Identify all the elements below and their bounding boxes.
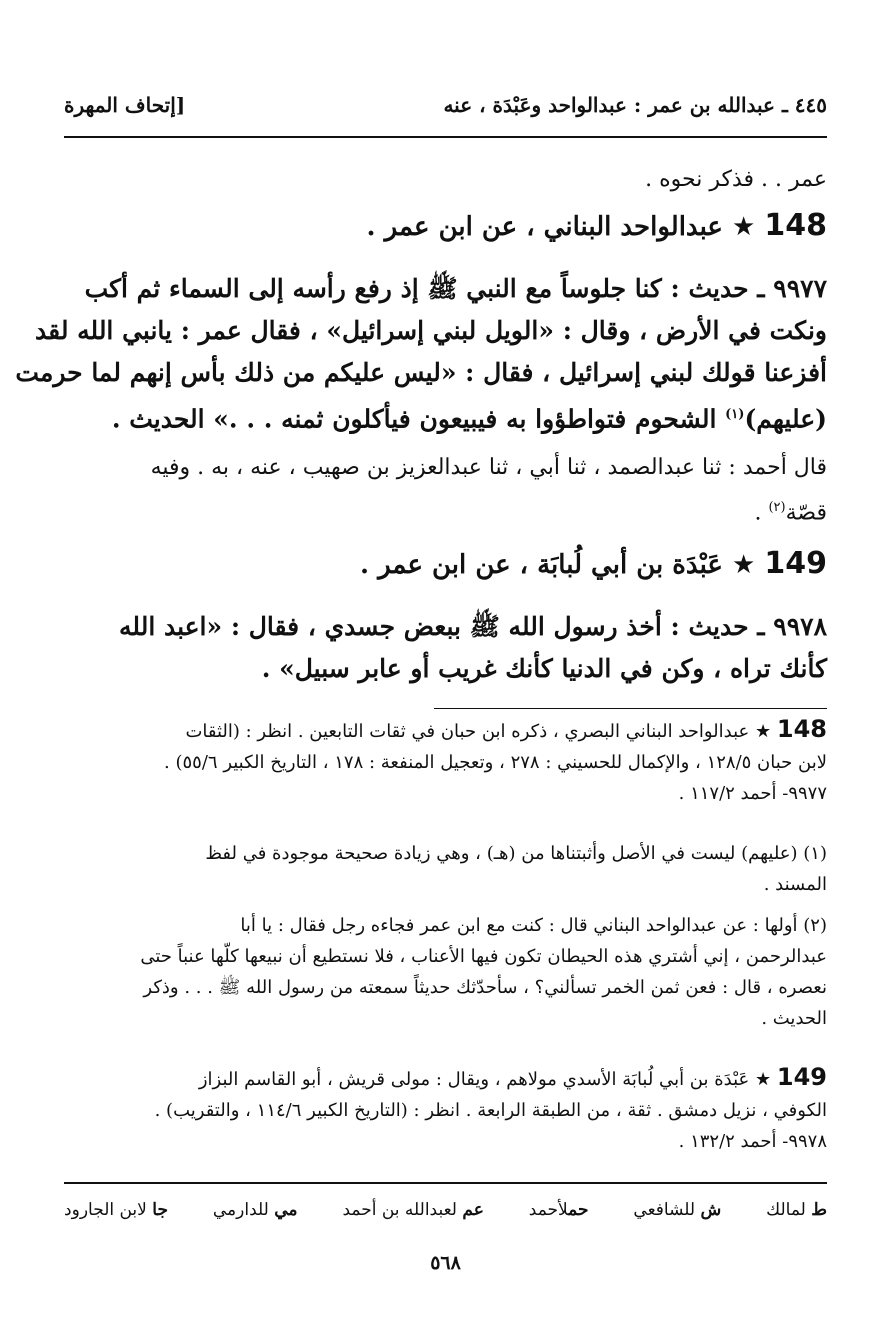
abbreviation-item xyxy=(766,1200,827,1220)
footnote-marker: (١) xyxy=(725,407,745,422)
star-icon: ★ xyxy=(755,1069,772,1090)
hadith-9977 xyxy=(15,268,827,440)
isnad-line xyxy=(64,488,827,533)
hadith-line xyxy=(64,394,827,440)
abbreviation-item xyxy=(529,1200,589,1220)
abbreviation-label: لأحمد xyxy=(528,1200,569,1220)
isnad-line: قال أحمد : ثنا عبدالصمد ، ثنا أبي ، ثنا عبدالعزيز بن صهيب ، عنه ، به . وفيه xyxy=(150,455,827,480)
hadith-fragment: (عليهم) xyxy=(744,404,827,434)
abbreviation-item xyxy=(633,1200,721,1220)
star-icon: ★ xyxy=(755,721,772,742)
abbreviation-code: جا xyxy=(152,1200,168,1220)
abbreviation-label: لعبدالله بن أحمد xyxy=(342,1200,457,1220)
narrator-number: 149 xyxy=(764,546,827,581)
footnote-line: الحديث . xyxy=(761,1008,827,1029)
star-icon: ★ xyxy=(732,550,756,580)
narrator-number: 148 xyxy=(764,208,827,243)
header-chapter-title: ٤٤٥ ـ عبدالله بن عمر : عبدالواحد وعَبْدَة ، عنه xyxy=(443,93,827,117)
abbreviation-label: لابن الجارود xyxy=(64,1200,147,1220)
footnote-line: (٢) أولها : عن عبدالواحد البناني قال : كنت مع ابن عمر فجاءه رجل فقال : يا أبا xyxy=(240,915,827,936)
continuation-line: عمر . . فذكر نحوه . xyxy=(645,167,827,192)
narrator-name: عبدالواحد البناني ، عن ابن عمر . xyxy=(366,212,723,242)
footnote-148 xyxy=(64,714,827,809)
isnad-fragment: . xyxy=(754,500,769,526)
footnote-line: (١) (عليهم) ليست في الأصل وأثبتناها من (هـ) ، وهي زيادة صحيحة موجودة في لفظ xyxy=(205,843,827,864)
abbreviation-key xyxy=(64,1195,827,1225)
hadith-line: كأنك تراه ، وكن في الدنيا كأنك غريب أو عابر سبيل» . xyxy=(261,654,827,683)
abbreviation-rule xyxy=(64,1182,827,1184)
hadith-line: ٩٩٧٧ ـ حديث : كنا جلوساً مع النبي ﷺ إذ رفع رأسه إلى السماء ثم أكب xyxy=(84,274,827,303)
footnote-line: نعصره ، قال : فعن ثمن الخمر تسألني؟ ، سأحدّثك حديثاً سمعته من رسول الله ﷺ . . . وذكر xyxy=(143,977,827,998)
footnote-2 xyxy=(64,910,827,1034)
abbreviation-code: عم xyxy=(462,1200,484,1220)
footnote-line: عبدالرحمن ، إني أشتري هذه الحيطان تكون فيها الأعناب ، فلا نستطيع أن نبيعها كلّها عنباً حتى xyxy=(140,946,827,967)
footnote-149 xyxy=(64,1062,827,1157)
hadith-line: ٩٩٧٨ ـ حديث : أخذ رسول الله ﷺ ببعض جسدي ، فقال : «اعبد الله xyxy=(119,612,827,641)
abbreviation-code: ط xyxy=(811,1200,827,1220)
footnote-separator xyxy=(434,708,827,709)
abbreviation-item xyxy=(64,1200,168,1220)
narrator-heading-148 xyxy=(64,208,827,243)
abbreviation-code: حم xyxy=(568,1200,589,1220)
header-rule xyxy=(64,136,827,138)
footnote-line xyxy=(64,714,827,747)
main-text xyxy=(64,160,827,200)
running-header xyxy=(64,88,827,122)
page-number: ٥٦٨ xyxy=(430,1252,461,1274)
abbreviation-label: للشافعي xyxy=(633,1200,696,1220)
hadith-line: أفزعنا قولك لبني إسرائيل ، فقال : «ليس عليكم من ذلك بأس إنهم لما حرمت xyxy=(15,358,827,387)
abbreviation-item xyxy=(213,1200,298,1220)
footnote-line: المسند . xyxy=(763,874,827,895)
hadith-9978 xyxy=(64,606,827,690)
narrator-heading-149 xyxy=(64,546,827,581)
isnad-9977 xyxy=(64,448,827,533)
footnote-marker: (٢) xyxy=(768,500,786,515)
narrator-name: عَبْدَة بن أبي لُبابَة ، عن ابن عمر . xyxy=(359,550,723,580)
footnote-number: 149 xyxy=(776,1063,827,1091)
hadith-fragment: الشحوم فتواطؤوا به فيبيعون فيأكلون ثمنه . . .» الحديث . xyxy=(111,404,726,434)
footnote-1 xyxy=(64,838,827,900)
abbreviation-label: للدارمي xyxy=(212,1200,269,1220)
isnad-fragment: قصّة xyxy=(785,500,827,526)
header-book-title: [إتحاف المهرة xyxy=(64,93,186,117)
footnote-line: الكوفي ، نزيل دمشق . ثقة ، من الطبقة الرابعة . انظر : (التاريخ الكبير ١١٤/٦ ، والتقريب) . xyxy=(154,1100,827,1121)
abbreviation-label: لمالك xyxy=(766,1200,806,1220)
footnote-line xyxy=(64,1062,827,1095)
abbreviation-code: مي xyxy=(274,1200,298,1220)
footnote-line: لابن حبان ١٢٨/٥ ، والإكمال للحسيني : ٢٧٨ ، وتعجيل المنفعة : ١٧٨ ، التاريخ الكبير ٥٥/٦) . xyxy=(164,752,827,773)
footnote-number: 148 xyxy=(776,715,827,743)
hadith-line: ونكت في الأرض ، وقال : «الويل لبني إسرائيل» ، فقال عمر : يانبي الله لقد xyxy=(35,316,827,345)
footnote-line: ٩٩٧٨- أحمد ١٣٢/٢ . xyxy=(678,1131,827,1152)
footnote-text: عبدالواحد البناني البصري ، ذكره ابن حبان في ثقات التابعين . انظر : (الثقات xyxy=(185,721,750,742)
footnote-line: ٩٩٧٧- أحمد ١١٧/٢ . xyxy=(678,783,827,804)
star-icon: ★ xyxy=(732,212,756,242)
footnote-text: عَبْدَة بن أبي لُبابَة الأسدي مولاهم ، ويقال : مولى قريش ، أبو القاسم البزاز xyxy=(198,1069,750,1090)
abbreviation-code: ش xyxy=(700,1200,722,1220)
abbreviation-item xyxy=(342,1200,483,1220)
